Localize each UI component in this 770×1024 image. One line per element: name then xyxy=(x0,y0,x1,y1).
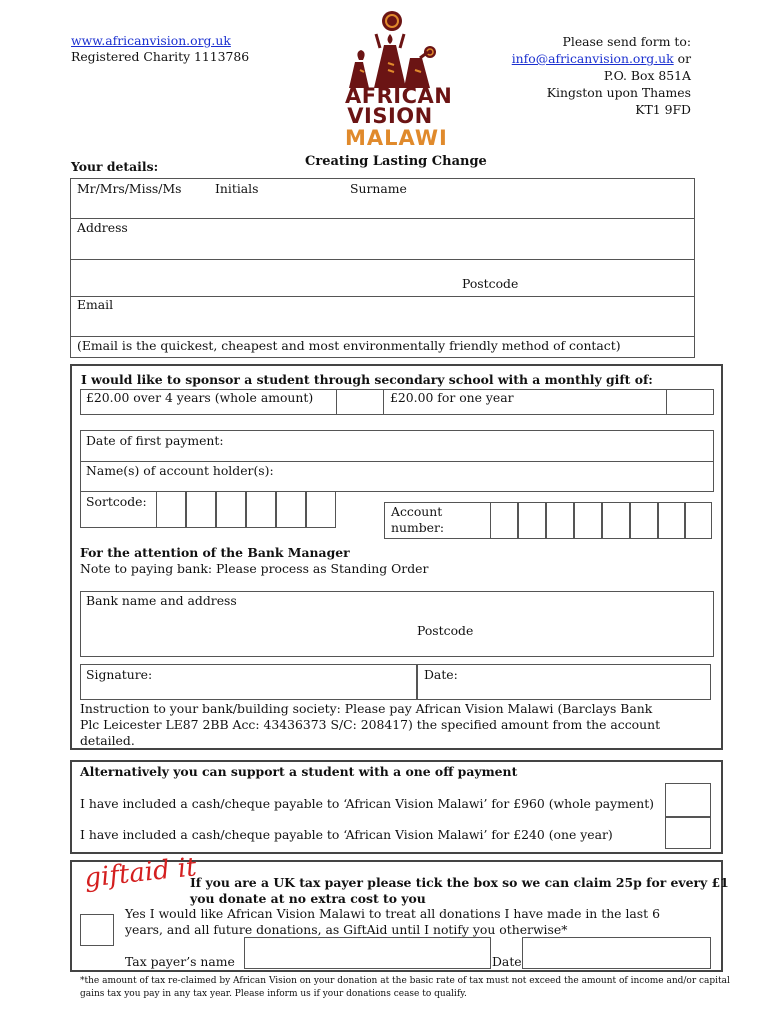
divider xyxy=(70,336,695,337)
african-vision-logo xyxy=(340,8,453,153)
giftaid-text-line1: Yes I would like African Vision Malawi to treat all donations I have made in the last 6 xyxy=(125,906,660,921)
send-to-or: or xyxy=(673,51,691,66)
address-label: Address xyxy=(77,220,128,235)
sortcode-digit[interactable] xyxy=(186,491,216,528)
bank-instruction-line: Instruction to your bank/building society: Please pay African Vision Malawi (Barclays Bank xyxy=(80,701,653,716)
website-link[interactable] xyxy=(71,33,231,48)
logo-line-malawi: MALAWI xyxy=(345,126,448,150)
postcode: KT1 9FD xyxy=(635,102,691,117)
account-number-label-line1: Account xyxy=(391,504,443,519)
giftaid-footnote-line: gains tax you pay in any tax year. Please inform us if your donations cease to qualify. xyxy=(80,989,467,999)
email-field[interactable] xyxy=(72,314,692,334)
send-to-email-link[interactable]: info@africanvision.org.uk xyxy=(511,51,674,66)
surname-label: Surname xyxy=(350,181,407,196)
bank-postcode-label: Postcode xyxy=(417,623,474,638)
account-digit[interactable] xyxy=(658,502,685,539)
account-digit[interactable] xyxy=(574,502,602,539)
bank-instruction xyxy=(80,701,720,749)
send-to-label: Please send form to: xyxy=(562,34,691,49)
standing-order-note: Note to paying bank: Please process as Standing Order xyxy=(80,561,429,576)
address-field[interactable] xyxy=(72,238,692,294)
divider xyxy=(70,296,695,297)
head-icon xyxy=(357,50,364,60)
bank-instruction-line: detailed. xyxy=(80,733,135,748)
giftaid-heading-line2: you donate at no extra cost to you xyxy=(190,891,426,906)
charity-number: Registered Charity 1113786 xyxy=(71,49,250,64)
name-field[interactable] xyxy=(72,200,692,216)
figures-graphic xyxy=(340,8,440,90)
option-whole-amount-label: £20.00 over 4 years (whole amount) xyxy=(86,390,314,405)
divider xyxy=(70,218,695,219)
sponsor-heading: I would like to sponsor a student through secondary school with a monthly gift of: xyxy=(81,372,653,387)
date-field[interactable] xyxy=(417,664,711,700)
account-digit[interactable] xyxy=(490,502,518,539)
giftaid-date-label: Date xyxy=(492,954,522,969)
account-digit[interactable] xyxy=(518,502,546,539)
taxpayer-name-field[interactable] xyxy=(244,937,491,969)
town: Kingston upon Thames xyxy=(546,85,691,100)
tagline: Creating Lasting Change xyxy=(305,154,487,169)
website-link-text[interactable]: www.africanvision.org.uk xyxy=(71,33,231,48)
bank-name-label: Bank name and address xyxy=(86,593,237,608)
account-digit[interactable] xyxy=(602,502,630,539)
logo-line-african: AFRICAN xyxy=(345,84,453,108)
account-number-label xyxy=(391,504,444,536)
email-note: (Email is the quickest, cheapest and most environmentally friendly method of contact) xyxy=(77,338,621,353)
account-number-label-line2: number: xyxy=(391,520,445,535)
sortcode-digit[interactable] xyxy=(306,491,336,528)
oneoff-whole-checkbox[interactable] xyxy=(665,783,711,817)
oneoff-heading: Alternatively you can support a student with a one off payment xyxy=(80,764,518,779)
option-whole-amount-checkbox[interactable] xyxy=(338,391,382,413)
bank-manager-heading: For the attention of the Bank Manager xyxy=(80,545,350,560)
giftaid-footnote-line: *the amount of tax re-claimed by African Vision on your donation at the basic rate of tax must not exceed the amount of income and/or capital xyxy=(80,976,730,986)
account-digit[interactable] xyxy=(546,502,574,539)
oneoff-year-label: I have included a cash/cheque payable to ‘African Vision Malawi’ for £240 (one year) xyxy=(80,827,613,842)
account-digit[interactable] xyxy=(630,502,658,539)
taxpayer-name-label: Tax payer’s name xyxy=(125,954,235,969)
send-to-block xyxy=(512,33,691,118)
initials-label: Initials xyxy=(215,181,259,196)
divider xyxy=(336,389,337,415)
sortcode-digit[interactable] xyxy=(276,491,306,528)
oneoff-year-checkbox[interactable] xyxy=(665,817,711,849)
giftaid-heading-line1: If you are a UK tax payer please tick the box so we can claim 25p for every £1 xyxy=(190,875,729,890)
giftaid-checkbox[interactable] xyxy=(80,914,114,946)
figure-center-icon xyxy=(374,45,406,88)
divider xyxy=(383,389,384,415)
divider xyxy=(666,389,667,415)
giftaid-date-field[interactable] xyxy=(522,937,711,969)
giftaid-logo: giftaid it xyxy=(83,852,199,894)
bank-instruction-line: Plc Leicester LE87 2BB Acc: 43436373 S/C: 208417) the specified amount from the account xyxy=(80,717,661,732)
giftaid-footnote xyxy=(80,975,730,1001)
giftaid-text-line2: years, and all future donations, as GiftAid until I notify you otherwise* xyxy=(125,922,568,937)
sortcode-label: Sortcode: xyxy=(86,494,147,509)
sortcode-digit[interactable] xyxy=(246,491,276,528)
email-label: Email xyxy=(77,297,114,312)
date-label: Date: xyxy=(424,667,458,682)
option-one-year-checkbox[interactable] xyxy=(668,391,712,413)
send-to-email-line xyxy=(512,50,691,67)
account-digit[interactable] xyxy=(685,502,712,539)
postcode-label: Postcode xyxy=(462,276,519,291)
your-details-heading: Your details: xyxy=(71,159,159,174)
signature-label: Signature: xyxy=(86,667,153,682)
account-holder-label: Name(s) of account holder(s): xyxy=(86,463,274,478)
first-payment-label: Date of first payment: xyxy=(86,433,224,448)
logo-line-vision: VISION xyxy=(347,104,433,128)
title-label: Mr/Mrs/Miss/Ms xyxy=(77,181,182,196)
divider xyxy=(80,461,714,462)
sortcode-digit[interactable] xyxy=(156,491,186,528)
option-one-year-label: £20.00 for one year xyxy=(390,390,514,405)
sortcode-digit[interactable] xyxy=(216,491,246,528)
po-box: P.O. Box 851A xyxy=(603,68,691,83)
oneoff-whole-label: I have included a cash/cheque payable to ‘African Vision Malawi’ for £960 (whole payment) xyxy=(80,796,655,811)
